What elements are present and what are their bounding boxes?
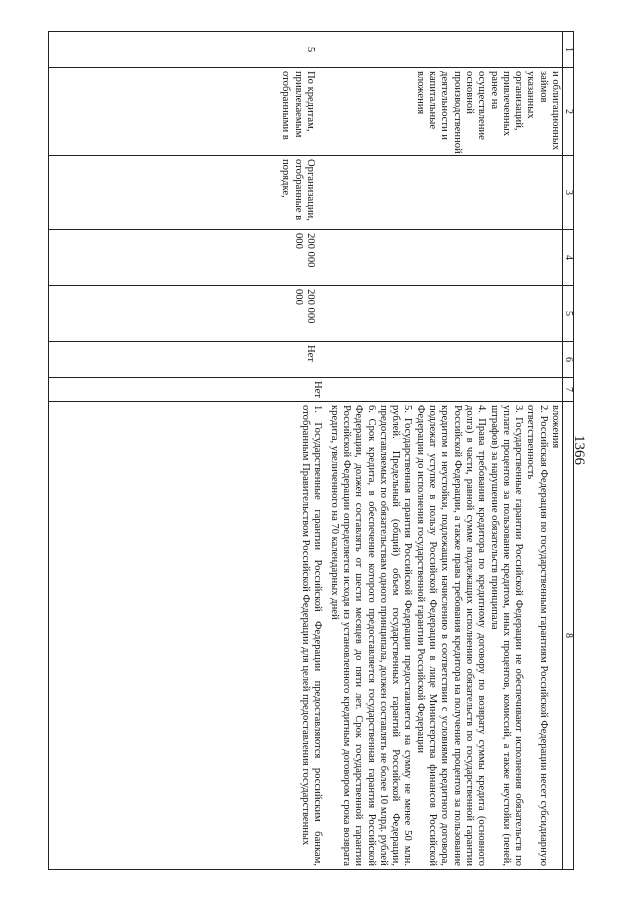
conditions-cell <box>49 402 325 870</box>
recourse-cell: Нет <box>49 342 325 378</box>
conditions-cell <box>324 402 563 870</box>
conditions-paragraph: 2. Российская Федерация по государственным гарантиям Российской Федерации несет субсидиарную ответственность <box>525 405 549 866</box>
row-number-cell: 5 <box>49 32 325 68</box>
table-row-continued <box>324 32 563 870</box>
column-number: 4 <box>563 230 574 286</box>
purpose-cell: и облигационных займов указанных организаций, привлеченных ранее на осуществление основной производственной деятельности и капитальные вложения <box>324 68 563 156</box>
principal-cell: Организации, отобранные в порядке, <box>49 156 325 230</box>
amount-cell <box>324 230 563 286</box>
amount-cell: 200 000 000 <box>49 286 325 342</box>
row-number-cell <box>324 32 563 68</box>
column-number: 3 <box>563 156 574 230</box>
table-row <box>49 32 325 870</box>
amount-cell: 200 000 000 <box>49 230 325 286</box>
conditions-paragraph: 1. Государственные гарантии Российской Федерации предоставляются российским банкам, отобранным Правительством Российской Федерации для целей предоставления государственных <box>299 405 323 866</box>
column-number-row <box>563 32 574 870</box>
guarantees-table <box>48 31 574 870</box>
conditions-paragraph: вложения <box>550 405 561 449</box>
column-number: 7 <box>563 378 574 402</box>
column-number: 8 <box>563 402 574 870</box>
principal-cell <box>324 156 563 230</box>
conditions-paragraph: 6. Срок кредита, в обеспечение которого предоставляется государственная гарантия Российской Федерации, должен составлять от шести месяцев до пяти лет. Срок государственной гарантии Российской Федерации определяется исходя из установленного кредитным договором срока возврата кредита, увеличенного на 70 календарных дней <box>328 405 377 866</box>
column-number: 2 <box>563 68 574 156</box>
column-number: 6 <box>563 342 574 378</box>
amount-cell <box>324 286 563 342</box>
conditions-paragraph: 5. Государственная гарантия Российской Федерации предоставляется на сумму не менее 50 млн. рублей. Предельный (общий) объем государственных гарантий Российской Федерации, предоставляемых по обязательствам одного принципала, должен составлять не более 10 млрд. рублей <box>377 405 414 866</box>
collateral-cell <box>324 378 563 402</box>
collateral-cell: Нет <box>49 378 325 402</box>
recourse-cell <box>324 342 563 378</box>
page-number: 1366 <box>571 435 587 465</box>
conditions-paragraph: 3. Государственные гарантии Российской Федерации не обеспечивают исполнения обязательств по уплате процентов за пользование кредитом, иных процентов, комиссий, а также неустойки (пеней, штрафов) за нарушение обязательств принципала <box>488 405 525 866</box>
column-number: 5 <box>563 286 574 342</box>
purpose-cell: По кредитам, привлекаемым отобранными в <box>49 68 325 156</box>
conditions-paragraph: 4. Права требования кредитора по кредитному договору по возврату суммы кредита (основного долга) в части, равной сумме подлежащих исполнению обязательств по государственной гарантии Российской Федерации, а также права требования кредитора на получение процентов за пользование кредитом и неустойки, подлежащих начислению в соответствии с условиями кредитного договора, подлежат уступке в пользу Российской Федерации в лице Министерства финансов Российской Федерации до исполнения государственной гарантии Российской Федерации <box>414 405 488 866</box>
column-number: 1 <box>563 32 574 68</box>
